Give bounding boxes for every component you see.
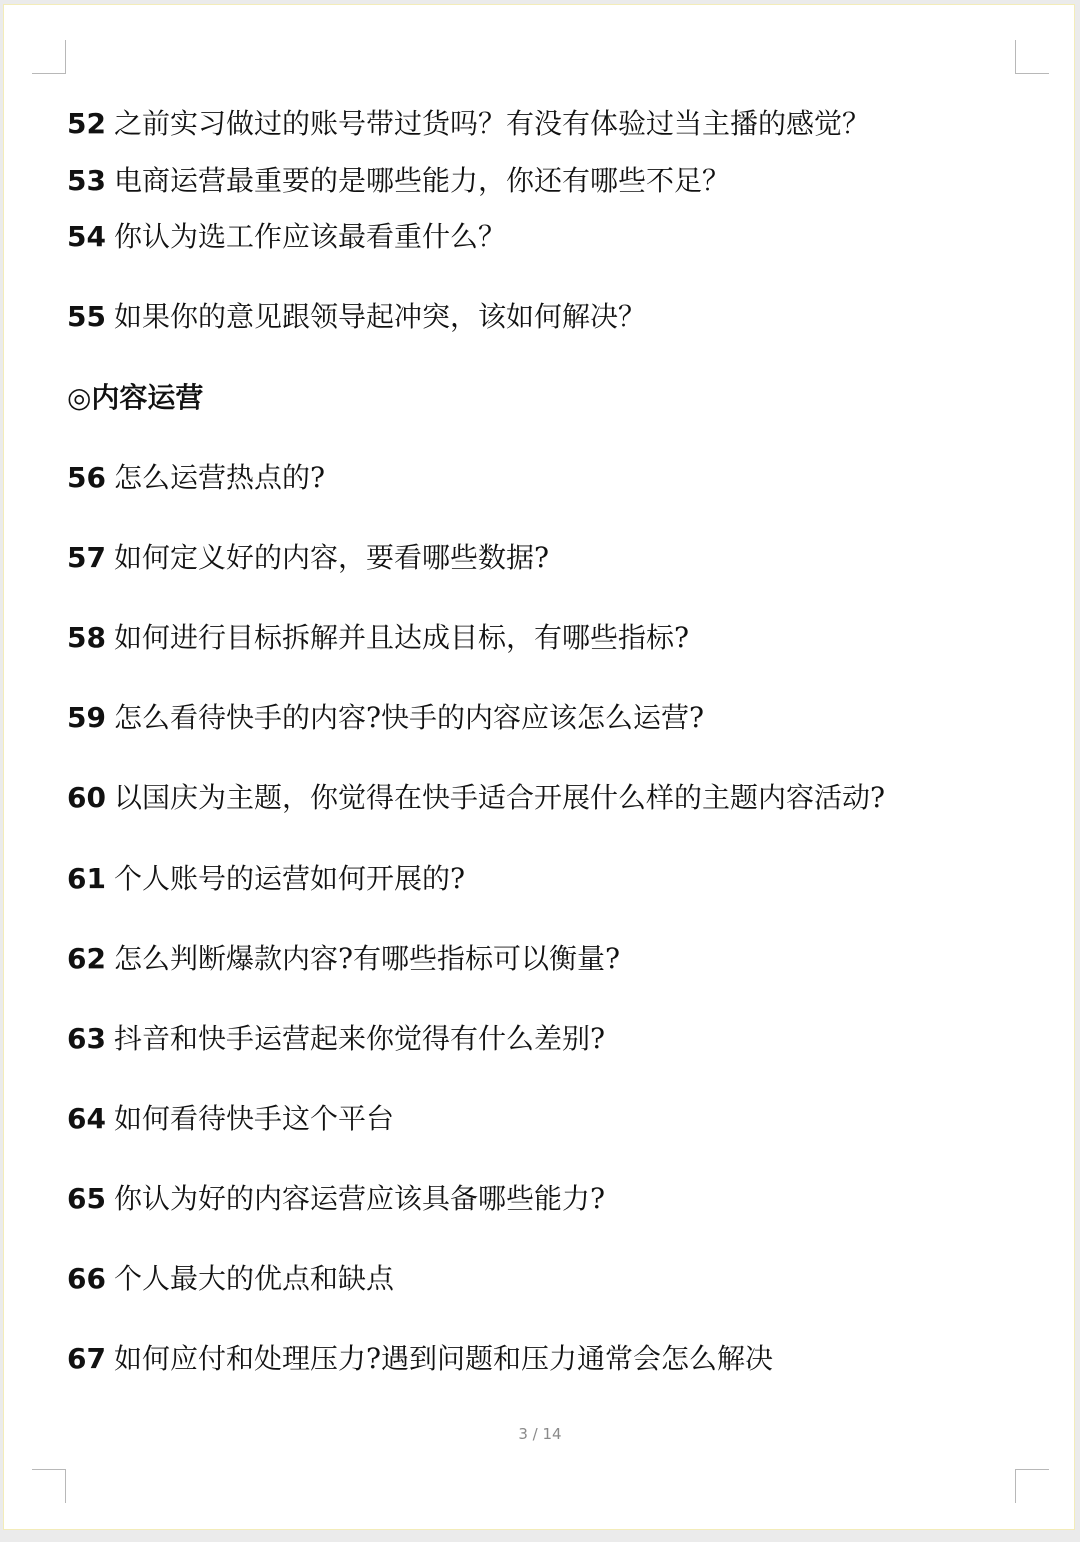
crop-mark-bottom-left [32,1469,66,1503]
question-number: 53 [67,164,106,197]
question-text: 怎么判断爆款内容?有哪些指标可以衡量? [113,942,620,975]
question-text: 如果你的意见跟领导起冲突，该如何解决？ [113,300,646,333]
section-heading: ◎内容运营 [67,381,204,414]
question-text: 如何应付和处理压力?遇到问题和压力通常会怎么解决 [113,1342,773,1375]
question-text: 抖音和快手运营起来你觉得有什么差别? [113,1022,605,1055]
question-text: 如何看待快手这个平台 [113,1102,394,1135]
question-text: 如何定义好的内容，要看哪些数据? [113,541,549,574]
question-54 [67,219,506,255]
question-text: 怎么看待快手的内容?快手的内容应该怎么运营? [113,701,704,734]
question-number: 66 [67,1262,106,1295]
question-65 [67,1181,605,1217]
question-number: 58 [67,621,106,654]
question-52 [67,106,870,142]
question-number: 64 [67,1102,106,1135]
question-text: 电商运营最重要的是哪些能力，你还有哪些不足？ [113,164,730,197]
question-text: 你认为选工作应该最看重什么？ [113,220,506,253]
page-indicator: 3 / 14 [518,1425,562,1443]
question-64 [67,1101,394,1137]
crop-mark-top-right [1015,40,1049,74]
question-text: 个人账号的运营如何开展的? [113,862,465,895]
question-61 [67,861,465,897]
question-55 [67,299,646,335]
question-58 [67,620,689,656]
question-number: 65 [67,1182,106,1215]
question-number: 57 [67,541,106,574]
question-number: 54 [67,220,106,253]
question-text: 个人最大的优点和缺点 [113,1262,394,1295]
question-text: 以国庆为主题，你觉得在快手适合开展什么样的主题内容活动? [113,781,885,814]
question-67 [67,1341,773,1377]
question-text: 之前实习做过的账号带过货吗？有没有体验过当主播的感觉？ [113,107,870,140]
question-text: 怎么运营热点的? [113,461,325,494]
question-number: 55 [67,300,106,333]
question-56 [67,460,325,496]
question-59 [67,700,704,736]
question-number: 67 [67,1342,106,1375]
crop-mark-top-left [32,40,66,74]
question-63 [67,1021,605,1057]
question-number: 63 [67,1022,106,1055]
question-text: 你认为好的内容运营应该具备哪些能力? [113,1182,605,1215]
question-number: 62 [67,942,106,975]
crop-mark-bottom-right [1015,1469,1049,1503]
question-number: 52 [67,107,106,140]
question-53 [67,163,730,199]
question-number: 59 [67,701,106,734]
document-page [3,4,1075,1530]
question-57 [67,540,549,576]
question-number: 60 [67,781,106,814]
question-number: 61 [67,862,106,895]
question-66 [67,1261,394,1297]
question-number: 56 [67,461,106,494]
question-60 [67,780,885,816]
question-62 [67,941,620,977]
question-text: 如何进行目标拆解并且达成目标，有哪些指标? [113,621,689,654]
